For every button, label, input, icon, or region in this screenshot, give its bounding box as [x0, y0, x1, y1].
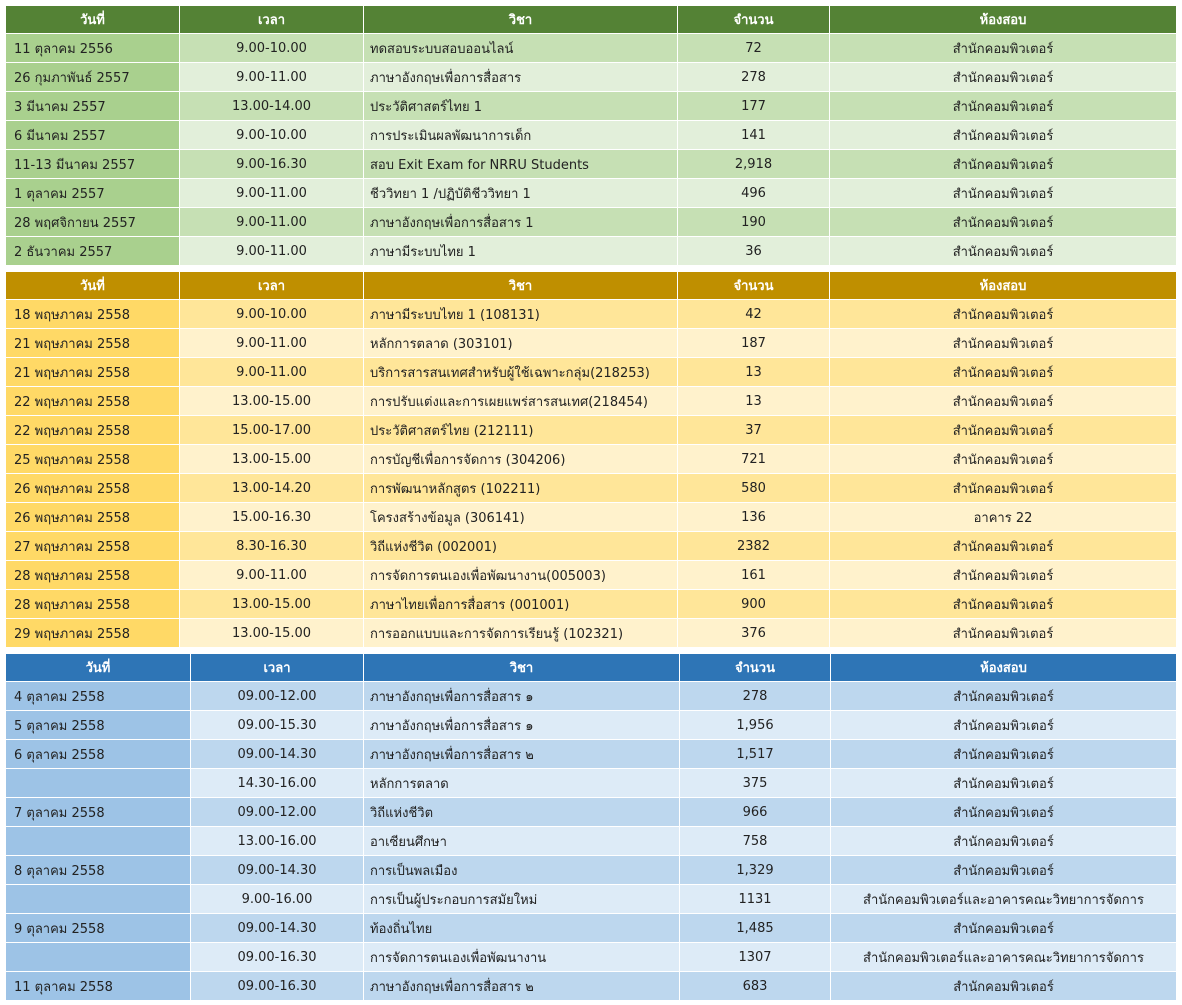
- exam-room-cell: สำนักคอมพิวเตอร์และอาคารคณะวิทยาการจัดการ: [831, 943, 1177, 972]
- exam-date-cell: 26 พฤษภาคม 2558: [6, 474, 180, 503]
- exam-time-cell: 9.00-11.00: [180, 329, 364, 358]
- table-header-row: [6, 6, 1177, 34]
- exam-date-cell: 21 พฤษภาคม 2558: [6, 329, 180, 358]
- exam-count-cell: 141: [678, 121, 830, 150]
- exam-date-cell: 26 พฤษภาคม 2558: [6, 503, 180, 532]
- exam-time-cell: 15.00-16.30: [180, 503, 364, 532]
- exam-time-cell: 09.00-14.30: [191, 856, 364, 885]
- exam-subject-cell: วิถีแห่งชีวิต: [364, 798, 680, 827]
- exam-time-cell: 13.00-14.20: [180, 474, 364, 503]
- exam-count-cell: 36: [678, 237, 830, 266]
- exam-count-cell: 2382: [678, 532, 830, 561]
- exam-subject-cell: การเป็นพลเมือง: [364, 856, 680, 885]
- exam-room-cell: อาคาร 22: [830, 503, 1177, 532]
- exam-time-cell: 8.30-16.30: [180, 532, 364, 561]
- exam-time-cell: 13.00-15.00: [180, 619, 364, 648]
- table-row: [6, 682, 1177, 711]
- exam-date-cell: 2 ธันวาคม 2557: [6, 237, 180, 266]
- table-row: [6, 740, 1177, 769]
- table-row: [6, 387, 1177, 416]
- exam-room-cell: สำนักคอมพิวเตอร์: [830, 300, 1177, 329]
- exam-count-cell: 376: [678, 619, 830, 648]
- exam-time-cell: 9.00-11.00: [180, 358, 364, 387]
- exam-subject-cell: อาเซียนศึกษา: [364, 827, 680, 856]
- exam-room-cell: สำนักคอมพิวเตอร์: [830, 474, 1177, 503]
- exam-count-cell: 72: [678, 34, 830, 63]
- exam-subject-cell: วิถีแห่งชีวิต (002001): [364, 532, 678, 561]
- exam-subject-cell: ภาษาอังกฤษเพื่อการสื่อสาร ๒: [364, 972, 680, 1001]
- table-row: [6, 590, 1177, 619]
- exam-subject-cell: การเป็นผู้ประกอบการสมัยใหม่: [364, 885, 680, 914]
- exam-room-cell: สำนักคอมพิวเตอร์: [830, 63, 1177, 92]
- exam-subject-cell: ท้องถิ่นไทย: [364, 914, 680, 943]
- exam-date-cell: 18 พฤษภาคม 2558: [6, 300, 180, 329]
- exam-count-cell: 1131: [680, 885, 831, 914]
- exam-room-cell: สำนักคอมพิวเตอร์: [831, 972, 1177, 1001]
- exam-time-cell: 15.00-17.00: [180, 416, 364, 445]
- exam-time-cell: 09.00-12.00: [191, 682, 364, 711]
- exam-date-cell: 26 กุมภาพันธ์ 2557: [6, 63, 180, 92]
- exam-date-cell: 6 ตุลาคม 2558: [6, 740, 191, 769]
- exam-time-cell: 9.00-11.00: [180, 63, 364, 92]
- exam-room-cell: สำนักคอมพิวเตอร์: [831, 798, 1177, 827]
- header-count: จำนวน: [680, 654, 831, 682]
- table-row: [6, 150, 1177, 179]
- exam-schedule-table-may-2558: [6, 272, 1177, 648]
- table-row: [6, 445, 1177, 474]
- exam-date-cell: [6, 885, 191, 914]
- exam-subject-cell: การออกแบบและการจัดการเรียนรู้ (102321): [364, 619, 678, 648]
- header-date: วันที่: [6, 272, 180, 300]
- exam-room-cell: สำนักคอมพิวเตอร์: [830, 358, 1177, 387]
- exam-room-cell: สำนักคอมพิวเตอร์: [830, 561, 1177, 590]
- exam-room-cell: สำนักคอมพิวเตอร์: [831, 914, 1177, 943]
- exam-date-cell: 5 ตุลาคม 2558: [6, 711, 191, 740]
- header-time: เวลา: [191, 654, 364, 682]
- exam-date-cell: 22 พฤษภาคม 2558: [6, 416, 180, 445]
- header-date: วันที่: [6, 654, 191, 682]
- exam-room-cell: สำนักคอมพิวเตอร์: [831, 827, 1177, 856]
- header-subject: วิชา: [364, 6, 678, 34]
- exam-count-cell: 2,918: [678, 150, 830, 179]
- exam-subject-cell: ประวัติศาสตร์ไทย (212111): [364, 416, 678, 445]
- exam-time-cell: 09.00-16.30: [191, 943, 364, 972]
- header-date: วันที่: [6, 6, 180, 34]
- exam-date-cell: 21 พฤษภาคม 2558: [6, 358, 180, 387]
- table-row: [6, 474, 1177, 503]
- exam-subject-cell: ภาษาอังกฤษเพื่อการสื่อสาร 1: [364, 208, 678, 237]
- exam-subject-cell: การบัญชีเพื่อการจัดการ (304206): [364, 445, 678, 474]
- table-row: [6, 827, 1177, 856]
- exam-time-cell: 9.00-10.00: [180, 34, 364, 63]
- exam-subject-cell: ภาษาอังกฤษเพื่อการสื่อสาร ๑: [364, 711, 680, 740]
- table-row: [6, 856, 1177, 885]
- exam-schedule-table-2556-2557: [6, 6, 1177, 266]
- header-count: จำนวน: [678, 6, 830, 34]
- exam-subject-cell: การประเมินผลพัฒนาการเด็ก: [364, 121, 678, 150]
- exam-subject-cell: ภาษาไทยเพื่อการสื่อสาร (001001): [364, 590, 678, 619]
- exam-room-cell: สำนักคอมพิวเตอร์: [830, 179, 1177, 208]
- header-room: ห้องสอบ: [830, 272, 1177, 300]
- header-time: เวลา: [180, 272, 364, 300]
- exam-room-cell: สำนักคอมพิวเตอร์: [830, 34, 1177, 63]
- exam-room-cell: สำนักคอมพิวเตอร์: [831, 769, 1177, 798]
- exam-date-cell: 11-13 มีนาคม 2557: [6, 150, 180, 179]
- exam-subject-cell: บริการสารสนเทศสำหรับผู้ใช้เฉพาะกลุ่ม(218253): [364, 358, 678, 387]
- exam-time-cell: 13.00-15.00: [180, 445, 364, 474]
- exam-time-cell: 9.00-16.00: [191, 885, 364, 914]
- exam-room-cell: สำนักคอมพิวเตอร์: [830, 329, 1177, 358]
- exam-time-cell: 9.00-16.30: [180, 150, 364, 179]
- exam-schedule-table-october-2558: [6, 654, 1177, 1001]
- exam-date-cell: 9 ตุลาคม 2558: [6, 914, 191, 943]
- table-row: [6, 711, 1177, 740]
- table-row: [6, 561, 1177, 590]
- exam-room-cell: สำนักคอมพิวเตอร์: [831, 740, 1177, 769]
- table-row: [6, 619, 1177, 648]
- exam-count-cell: 190: [678, 208, 830, 237]
- exam-date-cell: 25 พฤษภาคม 2558: [6, 445, 180, 474]
- exam-count-cell: 1,485: [680, 914, 831, 943]
- exam-room-cell: สำนักคอมพิวเตอร์: [830, 387, 1177, 416]
- exam-subject-cell: การพัฒนาหลักสูตร (102211): [364, 474, 678, 503]
- exam-subject-cell: ชีววิทยา 1 /ปฏิบัติชีววิทยา 1: [364, 179, 678, 208]
- table-row: [6, 416, 1177, 445]
- exam-subject-cell: ทดสอบระบบสอบออนไลน์: [364, 34, 678, 63]
- exam-count-cell: 1307: [680, 943, 831, 972]
- table-row: [6, 358, 1177, 387]
- exam-room-cell: สำนักคอมพิวเตอร์: [831, 856, 1177, 885]
- exam-room-cell: สำนักคอมพิวเตอร์: [830, 532, 1177, 561]
- exam-subject-cell: ภาษาอังกฤษเพื่อการสื่อสาร ๑: [364, 682, 680, 711]
- exam-count-cell: 1,956: [680, 711, 831, 740]
- exam-time-cell: 09.00-16.30: [191, 972, 364, 1001]
- table-row: [6, 798, 1177, 827]
- exam-time-cell: 9.00-11.00: [180, 208, 364, 237]
- exam-count-cell: 136: [678, 503, 830, 532]
- exam-date-cell: 11 ตุลาคม 2558: [6, 972, 191, 1001]
- exam-subject-cell: ภาษามีระบบไทย 1: [364, 237, 678, 266]
- exam-room-cell: สำนักคอมพิวเตอร์: [830, 208, 1177, 237]
- table-row: [6, 34, 1177, 63]
- exam-time-cell: 9.00-11.00: [180, 237, 364, 266]
- exam-time-cell: 09.00-14.30: [191, 740, 364, 769]
- table-row: [6, 179, 1177, 208]
- exam-date-cell: [6, 943, 191, 972]
- exam-count-cell: 375: [680, 769, 831, 798]
- exam-subject-cell: ประวัติศาสตร์ไทย 1: [364, 92, 678, 121]
- table-row: [6, 329, 1177, 358]
- exam-subject-cell: ภาษาอังกฤษเพื่อการสื่อสาร ๒: [364, 740, 680, 769]
- exam-count-cell: 13: [678, 387, 830, 416]
- header-room: ห้องสอบ: [831, 654, 1177, 682]
- header-subject: วิชา: [364, 272, 678, 300]
- exam-time-cell: 09.00-12.00: [191, 798, 364, 827]
- exam-room-cell: สำนักคอมพิวเตอร์: [830, 121, 1177, 150]
- exam-date-cell: 3 มีนาคม 2557: [6, 92, 180, 121]
- exam-count-cell: 37: [678, 416, 830, 445]
- table-row: [6, 885, 1177, 914]
- exam-date-cell: [6, 827, 191, 856]
- exam-room-cell: สำนักคอมพิวเตอร์: [830, 590, 1177, 619]
- exam-date-cell: 28 พฤษภาคม 2558: [6, 561, 180, 590]
- exam-count-cell: 13: [678, 358, 830, 387]
- table-row: [6, 237, 1177, 266]
- exam-subject-cell: หลักการตลาด: [364, 769, 680, 798]
- header-room: ห้องสอบ: [830, 6, 1177, 34]
- exam-date-cell: 6 มีนาคม 2557: [6, 121, 180, 150]
- exam-room-cell: สำนักคอมพิวเตอร์: [831, 711, 1177, 740]
- exam-date-cell: 22 พฤษภาคม 2558: [6, 387, 180, 416]
- exam-time-cell: 9.00-11.00: [180, 179, 364, 208]
- exam-room-cell: สำนักคอมพิวเตอร์: [830, 619, 1177, 648]
- exam-count-cell: 278: [680, 682, 831, 711]
- table-row: [6, 503, 1177, 532]
- exam-count-cell: 900: [678, 590, 830, 619]
- exam-count-cell: 1,329: [680, 856, 831, 885]
- exam-count-cell: 161: [678, 561, 830, 590]
- table-row: [6, 532, 1177, 561]
- exam-count-cell: 580: [678, 474, 830, 503]
- exam-count-cell: 187: [678, 329, 830, 358]
- exam-date-cell: 1 ตุลาคม 2557: [6, 179, 180, 208]
- exam-subject-cell: การจัดการตนเองเพื่อพัฒนางาน: [364, 943, 680, 972]
- table-row: [6, 208, 1177, 237]
- exam-time-cell: 14.30-16.00: [191, 769, 364, 798]
- exam-date-cell: 11 ตุลาคม 2556: [6, 34, 180, 63]
- exam-time-cell: 13.00-14.00: [180, 92, 364, 121]
- header-subject: วิชา: [364, 654, 680, 682]
- exam-time-cell: 9.00-11.00: [180, 561, 364, 590]
- exam-room-cell: สำนักคอมพิวเตอร์: [830, 92, 1177, 121]
- exam-count-cell: 278: [678, 63, 830, 92]
- exam-date-cell: 4 ตุลาคม 2558: [6, 682, 191, 711]
- exam-time-cell: 13.00-15.00: [180, 590, 364, 619]
- exam-room-cell: สำนักคอมพิวเตอร์: [830, 150, 1177, 179]
- exam-count-cell: 177: [678, 92, 830, 121]
- exam-time-cell: 13.00-15.00: [180, 387, 364, 416]
- exam-subject-cell: การปรับแต่งและการเผยแพร่สารสนเทศ(218454): [364, 387, 678, 416]
- exam-date-cell: 28 พฤศจิกายน 2557: [6, 208, 180, 237]
- exam-subject-cell: การจัดการตนเองเพื่อพัฒนางาน(005003): [364, 561, 678, 590]
- table-header-row: [6, 272, 1177, 300]
- exam-time-cell: 09.00-15.30: [191, 711, 364, 740]
- exam-time-cell: 9.00-10.00: [180, 300, 364, 329]
- exam-count-cell: 721: [678, 445, 830, 474]
- exam-date-cell: 29 พฤษภาคม 2558: [6, 619, 180, 648]
- table-row: [6, 972, 1177, 1001]
- exam-subject-cell: โครงสร้างข้อมูล (306141): [364, 503, 678, 532]
- exam-date-cell: 28 พฤษภาคม 2558: [6, 590, 180, 619]
- table-row: [6, 914, 1177, 943]
- exam-time-cell: 13.00-16.00: [191, 827, 364, 856]
- exam-time-cell: 9.00-10.00: [180, 121, 364, 150]
- exam-date-cell: 7 ตุลาคม 2558: [6, 798, 191, 827]
- exam-date-cell: 27 พฤษภาคม 2558: [6, 532, 180, 561]
- table-row: [6, 769, 1177, 798]
- table-row: [6, 300, 1177, 329]
- exam-count-cell: 966: [680, 798, 831, 827]
- table-header-row: [6, 654, 1177, 682]
- exam-subject-cell: ภาษาอังกฤษเพื่อการสื่อสาร: [364, 63, 678, 92]
- table-row: [6, 63, 1177, 92]
- exam-subject-cell: สอบ Exit Exam for NRRU Students: [364, 150, 678, 179]
- header-time: เวลา: [180, 6, 364, 34]
- exam-count-cell: 42: [678, 300, 830, 329]
- exam-room-cell: สำนักคอมพิวเตอร์: [830, 445, 1177, 474]
- exam-count-cell: 496: [678, 179, 830, 208]
- exam-subject-cell: ภาษามีระบบไทย 1 (108131): [364, 300, 678, 329]
- exam-count-cell: 683: [680, 972, 831, 1001]
- exam-time-cell: 09.00-14.30: [191, 914, 364, 943]
- table-row: [6, 92, 1177, 121]
- exam-count-cell: 758: [680, 827, 831, 856]
- exam-subject-cell: หลักการตลาด (303101): [364, 329, 678, 358]
- table-row: [6, 121, 1177, 150]
- table-row: [6, 943, 1177, 972]
- exam-room-cell: สำนักคอมพิวเตอร์: [830, 416, 1177, 445]
- header-count: จำนวน: [678, 272, 830, 300]
- exam-room-cell: สำนักคอมพิวเตอร์: [831, 682, 1177, 711]
- exam-count-cell: 1,517: [680, 740, 831, 769]
- exam-date-cell: [6, 769, 191, 798]
- exam-room-cell: สำนักคอมพิวเตอร์: [830, 237, 1177, 266]
- exam-date-cell: 8 ตุลาคม 2558: [6, 856, 191, 885]
- exam-room-cell: สำนักคอมพิวเตอร์และอาคารคณะวิทยาการจัดการ: [831, 885, 1177, 914]
